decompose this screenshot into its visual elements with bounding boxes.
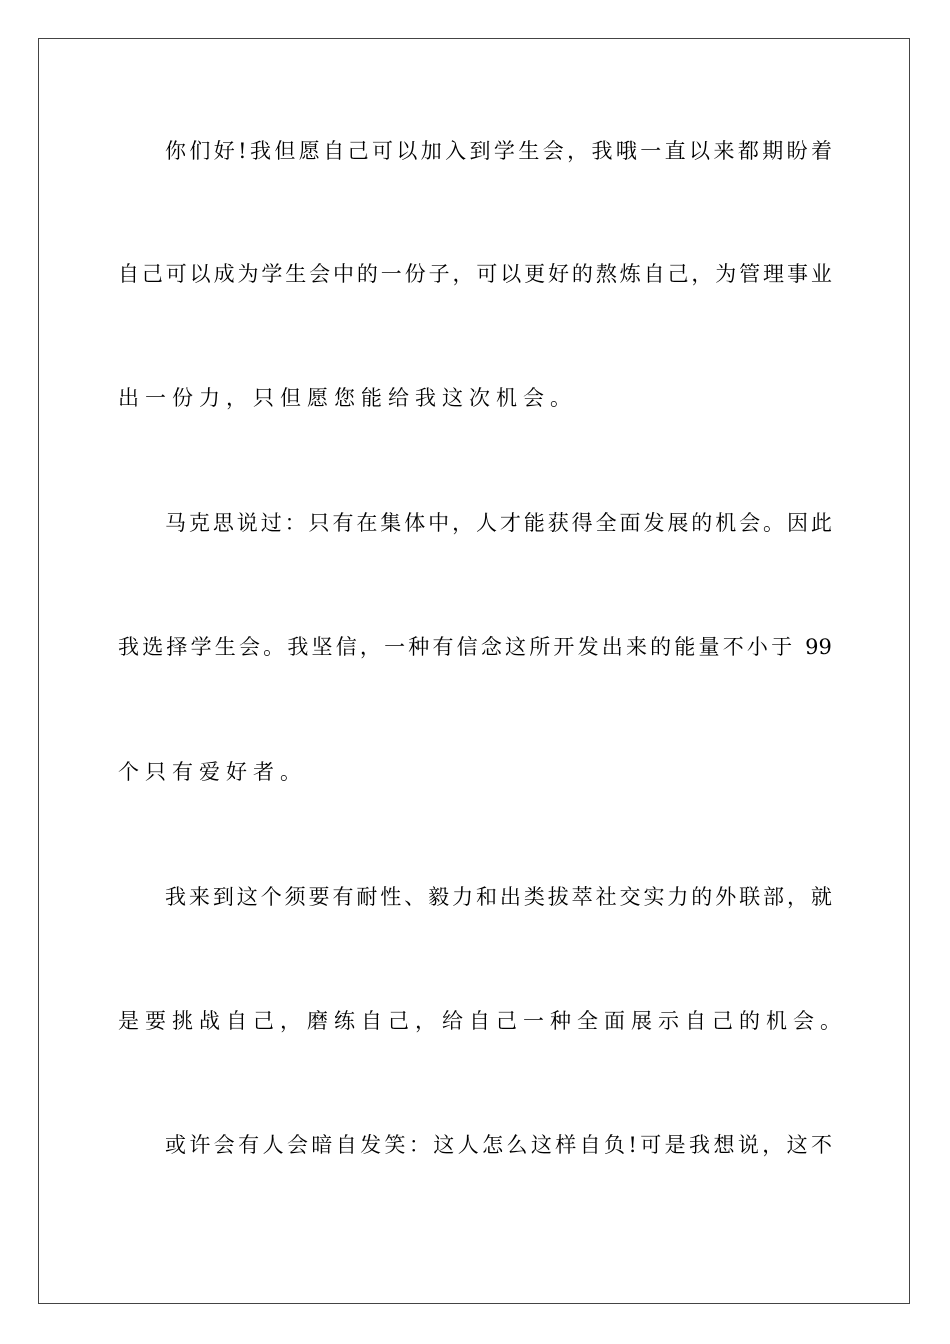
page-frame (38, 38, 910, 1304)
paragraph-3-line-2: 是要挑战自己，磨练自己，给自己一种全面展示自己的机会。 (118, 1009, 847, 1033)
paragraph-4-line-1: 或 许 会 有 人 会 暗 自 发 笑 ： 这 人 怎 么 这 样 自 负 ! 可 是 我 想 说 ， 这 不 (165, 1133, 832, 1157)
paragraph-1-line-1: 你 们 好 ! 我 但 愿 自 己 可 以 加 入 到 学 生 会 ， 我 哦 一 直 以 来 都 期 盼 着 (165, 139, 832, 163)
paragraph-2-line-2: 我 选 择 学 生 会 。 我 坚 信 ， 一 种 有 信 念 这 所 开 发 出 来 的 能 量 不 小 于 99 (118, 635, 832, 659)
paragraph-2-line-1: 马 克 思 说 过 ： 只 有 在 集 体 中 ， 人 才 能 获 得 全 面 发 展 的 机 会 。 因 此 (165, 511, 832, 535)
paragraph-1-line-3: 出一份力，只但愿您能给我这次机会。 (118, 386, 577, 410)
paragraph-2-line-3: 个只有爱好者。 (118, 760, 307, 784)
paragraph-3-line-1: 我 来 到 这 个 须 要 有 耐 性 、 毅 力 和 出 类 拔 萃 社 交 实 力 的 外 联 部 ， 就 (165, 885, 832, 909)
paragraph-1-line-2: 自 己 可 以 成 为 学 生 会 中 的 一 份 子 ， 可 以 更 好 的 熬 炼 自 己 ， 为 管 理 事 业 (118, 262, 832, 286)
